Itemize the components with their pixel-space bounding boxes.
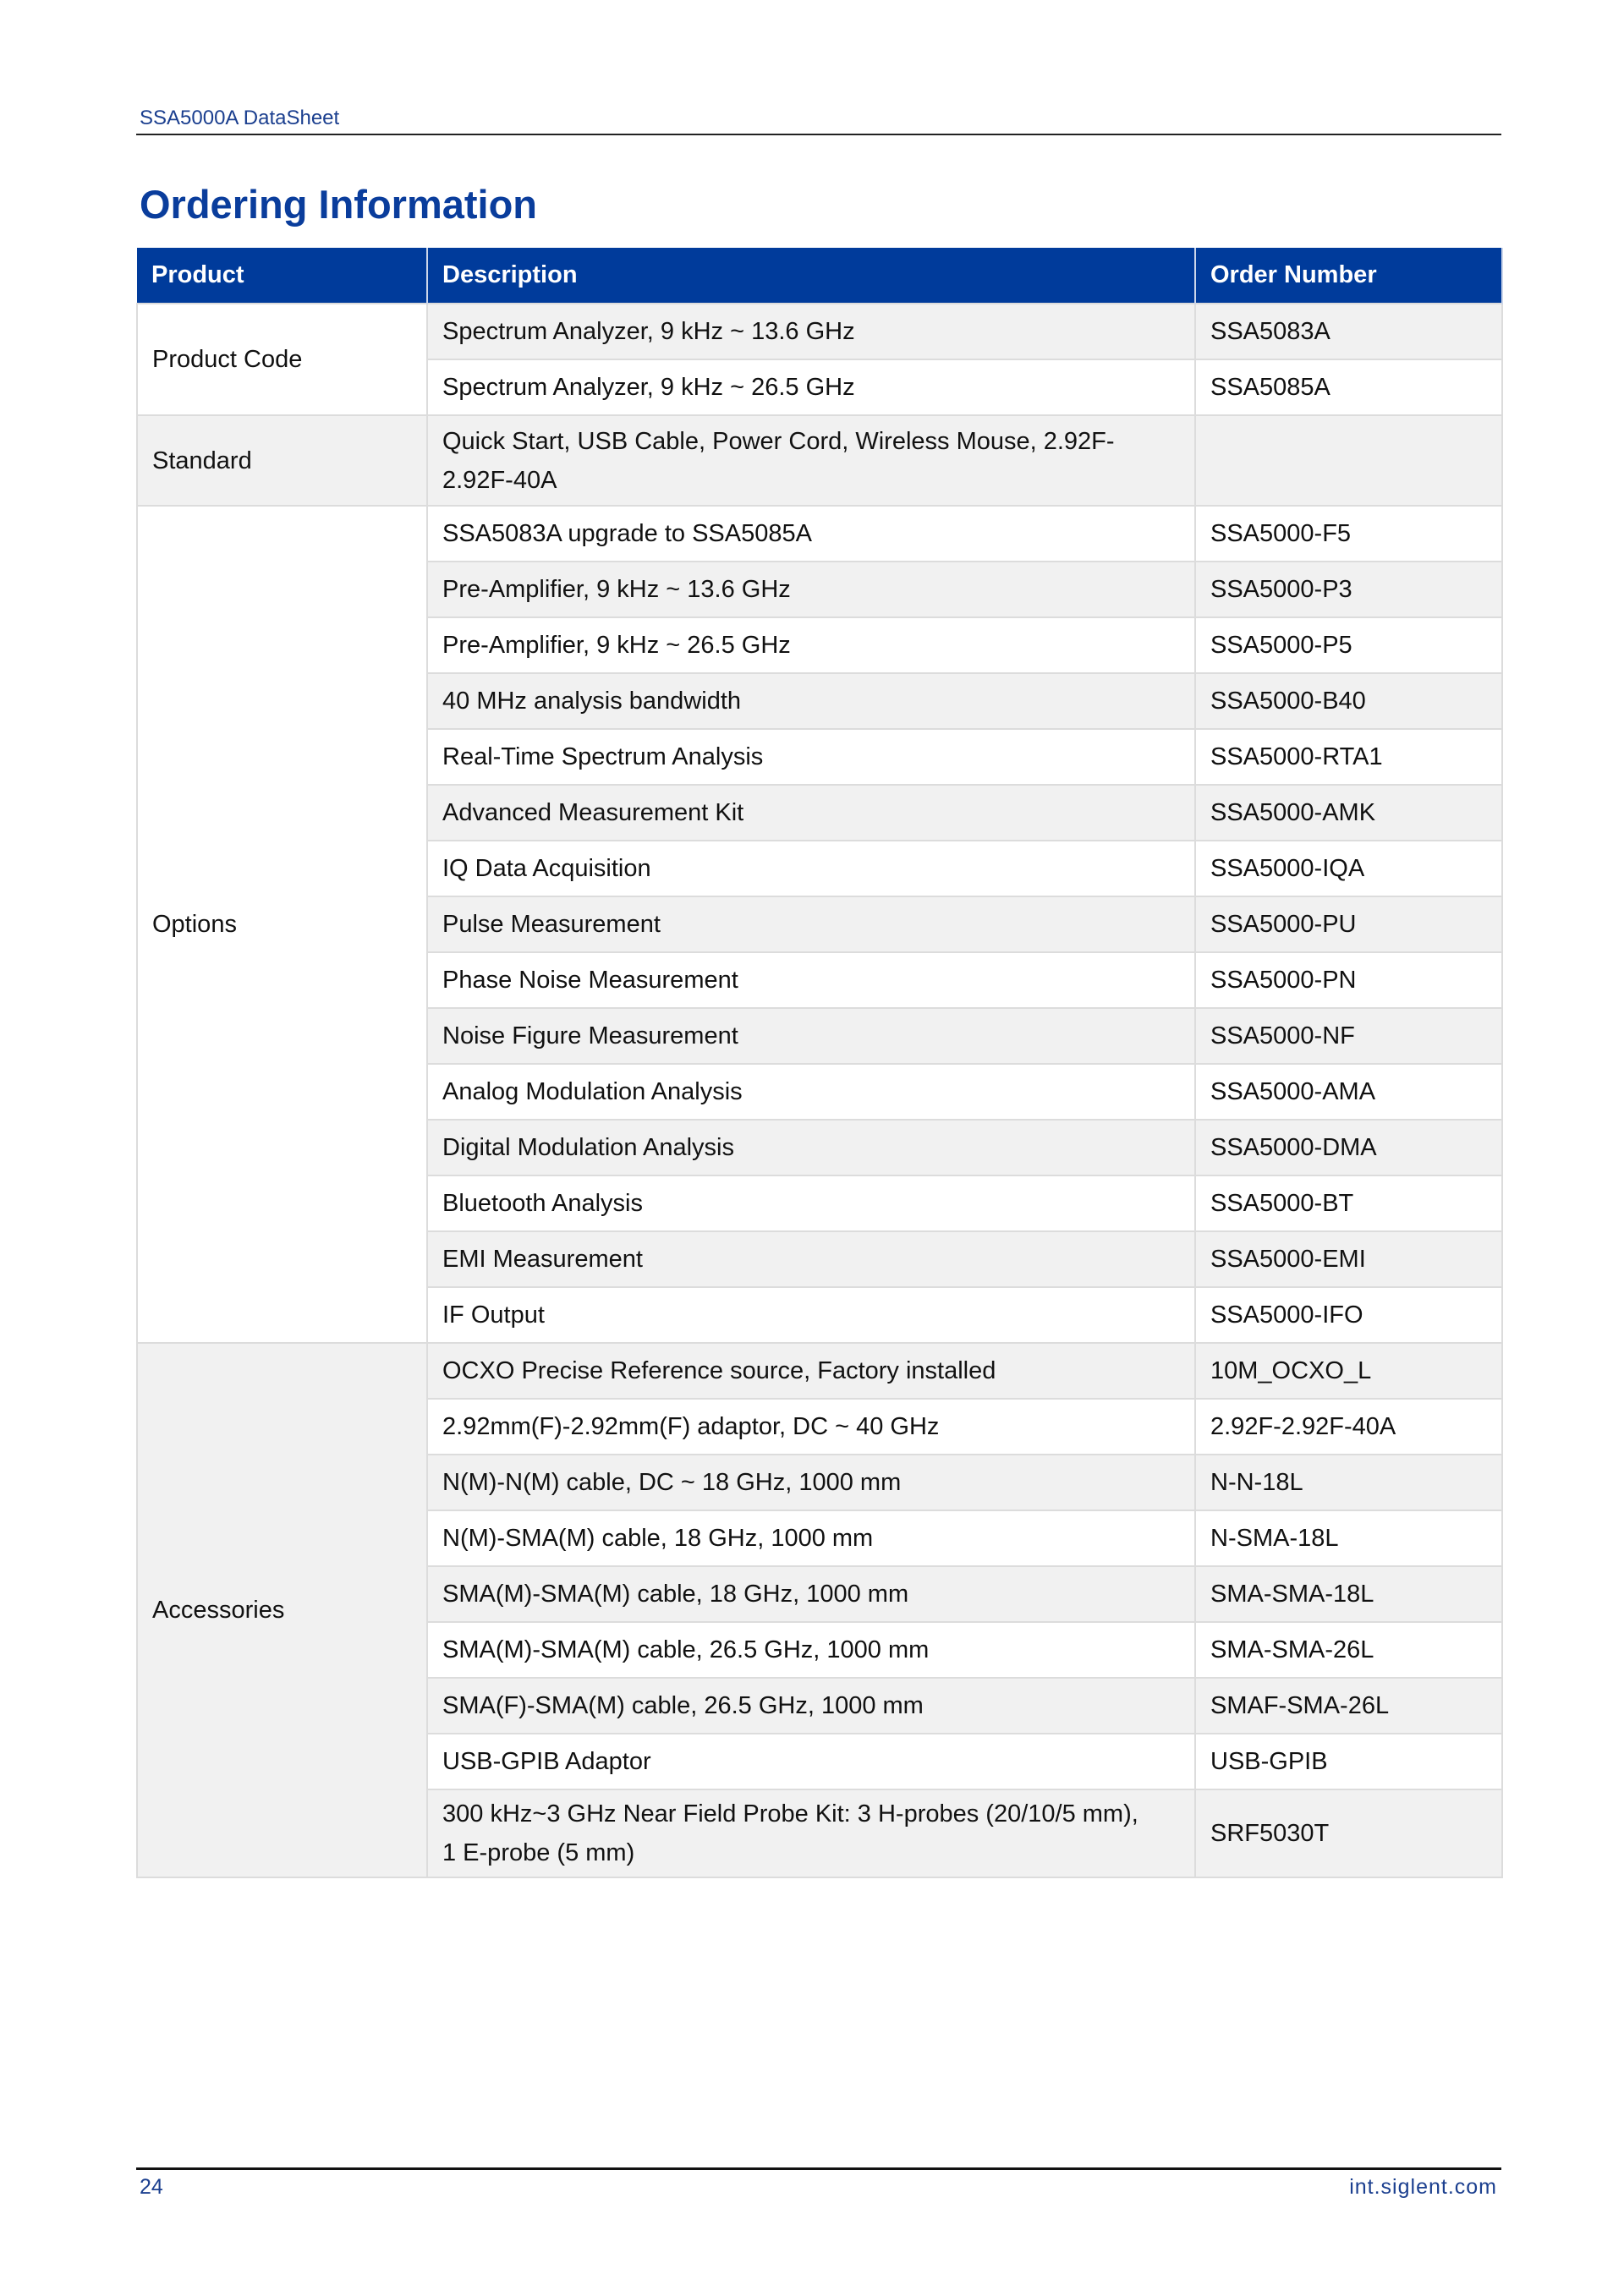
column-header-description: Description [427, 248, 1195, 304]
order-number-cell: SSA5000-RTA1 [1195, 729, 1502, 785]
table-row [137, 304, 1502, 359]
description-cell: SMA(F)-SMA(M) cable, 26.5 GHz, 1000 mm [427, 1678, 1195, 1734]
order-number-cell: USB-GPIB [1195, 1734, 1502, 1789]
order-number-cell: SSA5000-AMK [1195, 785, 1502, 841]
order-number-cell: SSA5000-EMI [1195, 1231, 1502, 1287]
page-number: 24 [140, 2175, 163, 2199]
description-cell: 2.92mm(F)-2.92mm(F) adaptor, DC ~ 40 GHz [427, 1399, 1195, 1455]
order-number-cell: SSA5000-NF [1195, 1008, 1502, 1064]
product-cell: Accessories [137, 1343, 427, 1877]
description-cell: USB-GPIB Adaptor [427, 1734, 1195, 1789]
description-cell: Bluetooth Analysis [427, 1175, 1195, 1231]
order-number-cell: SSA5085A [1195, 359, 1502, 415]
description-cell: N(M)-SMA(M) cable, 18 GHz, 1000 mm [427, 1510, 1195, 1566]
table-header-row [137, 248, 1502, 304]
table-row [137, 1343, 1502, 1399]
order-number-cell: SMAF-SMA-26L [1195, 1678, 1502, 1734]
description-cell: EMI Measurement [427, 1231, 1195, 1287]
description-cell: IQ Data Acquisition [427, 841, 1195, 896]
document-header-title: SSA5000A DataSheet [140, 107, 340, 129]
order-number-cell: SSA5000-BT [1195, 1175, 1502, 1231]
order-number-cell: SSA5000-P3 [1195, 562, 1502, 617]
description-cell: SMA(M)-SMA(M) cable, 26.5 GHz, 1000 mm [427, 1622, 1195, 1678]
product-cell: Standard [137, 415, 427, 506]
description-cell: Spectrum Analyzer, 9 kHz ~ 13.6 GHz [427, 304, 1195, 359]
order-number-cell: SSA5000-PN [1195, 952, 1502, 1008]
description-cell: Spectrum Analyzer, 9 kHz ~ 26.5 GHz [427, 359, 1195, 415]
order-number-cell: SSA5000-P5 [1195, 617, 1502, 673]
order-number-cell: 10M_OCXO_L [1195, 1343, 1502, 1399]
column-header-product: Product [137, 248, 427, 304]
description-cell: SSA5083A upgrade to SSA5085A [427, 506, 1195, 562]
description-cell: Analog Modulation Analysis [427, 1064, 1195, 1120]
description-cell: N(M)-N(M) cable, DC ~ 18 GHz, 1000 mm [427, 1455, 1195, 1510]
description-cell: Pre-Amplifier, 9 kHz ~ 26.5 GHz [427, 617, 1195, 673]
order-number-cell [1195, 415, 1502, 506]
description-cell: Pre-Amplifier, 9 kHz ~ 13.6 GHz [427, 562, 1195, 617]
description-cell: Pulse Measurement [427, 896, 1195, 952]
description-cell: Real-Time Spectrum Analysis [427, 729, 1195, 785]
description-cell: 300 kHz~3 GHz Near Field Probe Kit: 3 H-probes (20/10/5 mm), 1 E-probe (5 mm) [427, 1789, 1195, 1877]
order-number-cell: SSA5000-IQA [1195, 841, 1502, 896]
description-cell: Noise Figure Measurement [427, 1008, 1195, 1064]
table-row [137, 506, 1502, 562]
product-cell: Product Code [137, 304, 427, 415]
description-cell: SMA(M)-SMA(M) cable, 18 GHz, 1000 mm [427, 1566, 1195, 1622]
description-cell: OCXO Precise Reference source, Factory installed [427, 1343, 1195, 1399]
column-header-order-number: Order Number [1195, 248, 1502, 304]
page-title: Ordering Information [140, 182, 537, 227]
order-number-cell: SSA5000-IFO [1195, 1287, 1502, 1343]
order-number-cell: SRF5030T [1195, 1789, 1502, 1877]
order-number-cell: SSA5000-F5 [1195, 506, 1502, 562]
order-number-cell: SMA-SMA-18L [1195, 1566, 1502, 1622]
order-number-cell: SMA-SMA-26L [1195, 1622, 1502, 1678]
order-number-cell: 2.92F-2.92F-40A [1195, 1399, 1502, 1455]
order-number-cell: SSA5000-B40 [1195, 673, 1502, 729]
order-number-cell: N-N-18L [1195, 1455, 1502, 1510]
description-cell: Advanced Measurement Kit [427, 785, 1195, 841]
footer-divider [136, 2167, 1501, 2170]
order-number-cell: SSA5083A [1195, 304, 1502, 359]
product-cell: Options [137, 506, 427, 1343]
table-row [137, 415, 1502, 506]
order-number-cell: SSA5000-AMA [1195, 1064, 1502, 1120]
order-number-cell: SSA5000-DMA [1195, 1120, 1502, 1175]
header-divider [136, 134, 1501, 135]
description-cell: 40 MHz analysis bandwidth [427, 673, 1195, 729]
description-cell: Phase Noise Measurement [427, 952, 1195, 1008]
order-number-cell: N-SMA-18L [1195, 1510, 1502, 1566]
description-cell: Digital Modulation Analysis [427, 1120, 1195, 1175]
description-cell: IF Output [427, 1287, 1195, 1343]
order-number-cell: SSA5000-PU [1195, 896, 1502, 952]
website-link[interactable]: int.siglent.com [1349, 2175, 1497, 2199]
description-cell: Quick Start, USB Cable, Power Cord, Wireless Mouse, 2.92F-2.92F-40A [427, 415, 1195, 506]
ordering-table [136, 248, 1503, 1878]
